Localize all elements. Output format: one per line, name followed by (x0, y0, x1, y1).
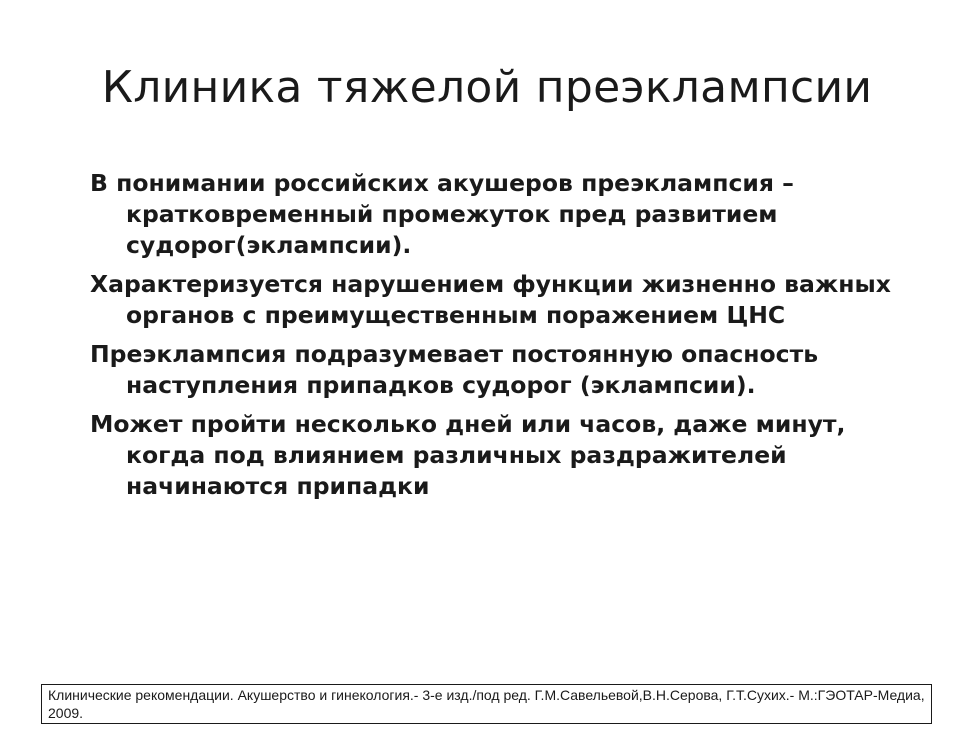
citation-box: Клинические рекомендации. Акушерство и гинекология.- 3-е изд./под ред. Г.М.Савельевой,В.Н.Серова, Г.Т.Сухих.- М.:ГЭОТАР-Медиа, 2009. (41, 684, 932, 724)
bullet-item: Характеризуется нарушением функции жизненно важных органов с преимущественным поражением ЦНС (90, 270, 891, 329)
bullet-item: Может пройти несколько дней или часов, даже минут, когда под влиянием различных раздражителей начинаются припадки (90, 410, 846, 500)
bullet-item: Преэклампсия подразумевает постоянную опасность наступления припадков судорог (эклампсии). (90, 340, 819, 399)
bullet-item: В понимании российских акушеров преэклампсия – кратковременный промежуток пред развитием судорог(эклампсии). (90, 169, 794, 259)
bullet-list (90, 168, 900, 510)
slide-title: Клиника тяжелой преэклампсии (101, 62, 873, 113)
